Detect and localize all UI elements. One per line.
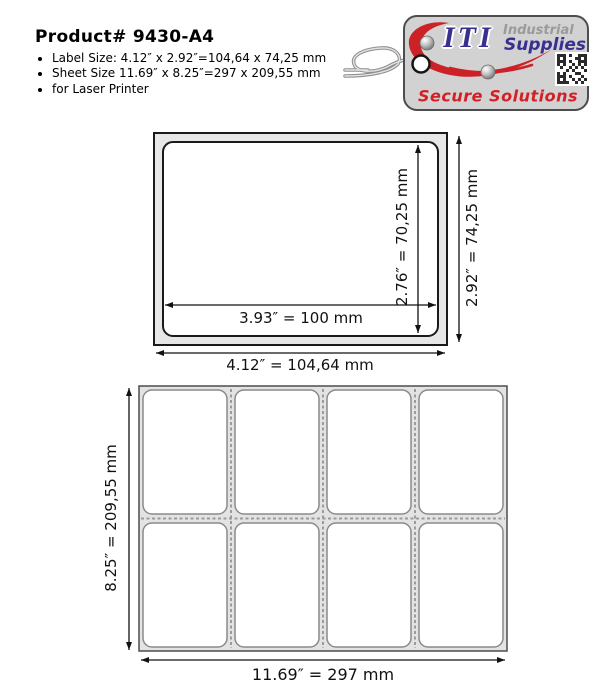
page-title: Product# 9430-A4	[35, 27, 215, 47]
dim-label-sheet-height: 8.25″ = 209,55 mm	[102, 444, 120, 592]
spec-label-size: • Label Size: 4.12″ x 2.92″=104,64 x 74,25 mm	[52, 51, 326, 66]
logo-supplies-text: Supplies	[504, 35, 586, 55]
sheet-label	[143, 390, 227, 514]
sheet-label	[235, 523, 319, 647]
sheet-label	[327, 390, 411, 514]
dim-label-inner-width: 3.93″ = 100 mm	[239, 309, 363, 327]
bead-icon	[481, 65, 495, 79]
dim-label-outer-width: 4.12″ = 104,64 mm	[226, 356, 374, 374]
logo-iti-text: ITI	[443, 21, 494, 54]
sheet-label	[327, 523, 411, 647]
sheet-label	[419, 390, 503, 514]
dim-label-outer-height: 2.92″ = 74,25 mm	[463, 168, 481, 308]
spec-list	[52, 51, 326, 97]
logo-tagline: Secure Solutions	[418, 86, 578, 106]
dim-label-inner-height: 2.76″ = 70,25 mm	[393, 167, 411, 307]
spec-printer-type: • for Laser Printer	[52, 82, 326, 97]
tag-hole-icon	[413, 56, 430, 73]
sheet-label	[419, 523, 503, 647]
sheet-diagram	[129, 386, 507, 660]
bead-icon	[420, 36, 434, 50]
spec-sheet-size: • Sheet Size 11.69″ x 8.25″=297 x 209,55 mm	[52, 66, 326, 81]
sheet-label	[143, 523, 227, 647]
qr-code-icon	[555, 52, 589, 86]
logo-industrial-text: Industrial	[503, 23, 574, 38]
dim-label-sheet-width: 11.69″ = 297 mm	[251, 665, 395, 684]
sheet-label	[235, 390, 319, 514]
